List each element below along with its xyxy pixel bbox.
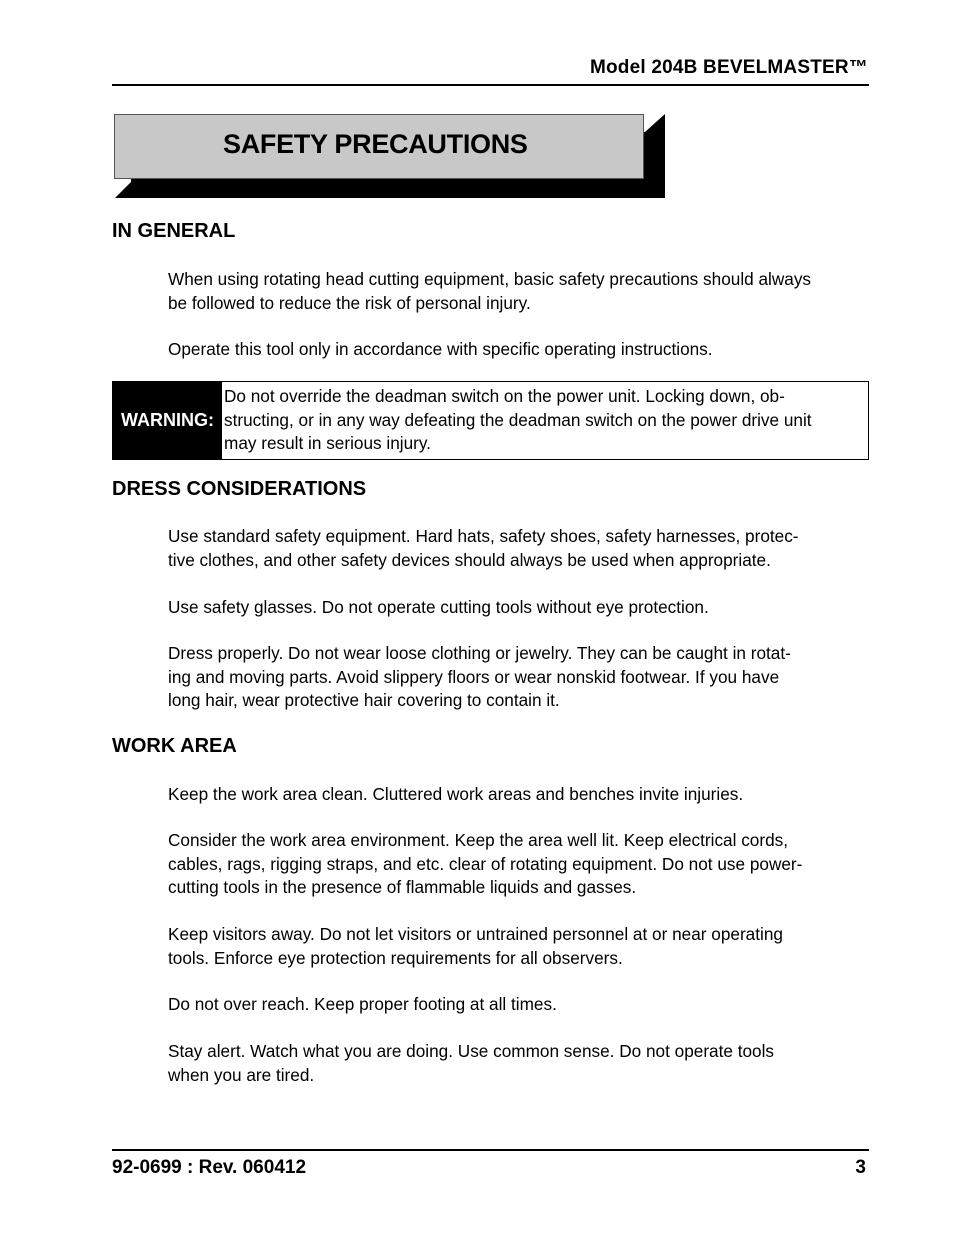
footer-page-number: 3 [855, 1157, 866, 1178]
banner-shadow-corner [115, 180, 133, 198]
header-model-title: Model 204B BEVELMASTER™ [589, 57, 868, 78]
warning-text: Do not override the deadman switch on the power unit. Locking down, ob- structing, or in any way defeating the deadman switch on the power drive unit may result in serious injury. [224, 386, 812, 453]
paragraph: Keep the work area clean. Cluttered work areas and benches invite injuries. [168, 784, 744, 804]
paragraph: Dress properly. Do not wear loose clothing or jewelry. They can be caught in rotat- ing and moving parts. Avoid slippery floors or wear nonskid footwear. If you have long hair, wear protective hair covering to contain it. [168, 643, 791, 710]
section-banner [114, 114, 644, 179]
warning-label: WARNING: [113, 382, 222, 459]
paragraph: Keep visitors away. Do not let visitors or untrained personnel at or near operating tools. Enforce eye protection requirements for all observers. [168, 924, 783, 968]
paragraph: Use safety glasses. Do not operate cutting tools without eye protection. [168, 597, 709, 617]
section-title-work-area: WORK AREA [112, 735, 237, 757]
paragraph: When using rotating head cutting equipment, basic safety precautions should always be followed to reduce the risk of personal injury. [168, 269, 812, 313]
paragraph: Operate this tool only in accordance with specific operating instructions. [168, 339, 713, 359]
paragraph: Use standard safety equipment. Hard hats, safety shoes, safety harnesses, protec- tive clothes, and other safety devices should always be used when appropriate. [168, 526, 799, 570]
paragraph: Consider the work area environment. Keep the area well lit. Keep electrical cords, cables, rags, rigging straps, and etc. clear of rotating equipment. Do not use power- cutting tools in the presence of flammable liquids and gasses. [168, 830, 803, 897]
footer-rule [112, 1149, 869, 1151]
banner-title: SAFETY PRECAUTIONS [223, 129, 528, 159]
paragraph: Do not over reach. Keep proper footing at all times. [168, 994, 557, 1014]
paragraph: Stay alert. Watch what you are doing. Use common sense. Do not operate tools when you are tired. [168, 1041, 775, 1085]
banner-shadow-corner [645, 114, 665, 132]
section-title-in-general: IN GENERAL [112, 220, 236, 242]
warning-box [112, 381, 869, 460]
footer-doc-number: 92-0699 : Rev. 060412 [112, 1157, 307, 1178]
section-title-dress-considerations: DRESS CONSIDERATIONS [112, 478, 367, 500]
header-rule [112, 84, 869, 86]
